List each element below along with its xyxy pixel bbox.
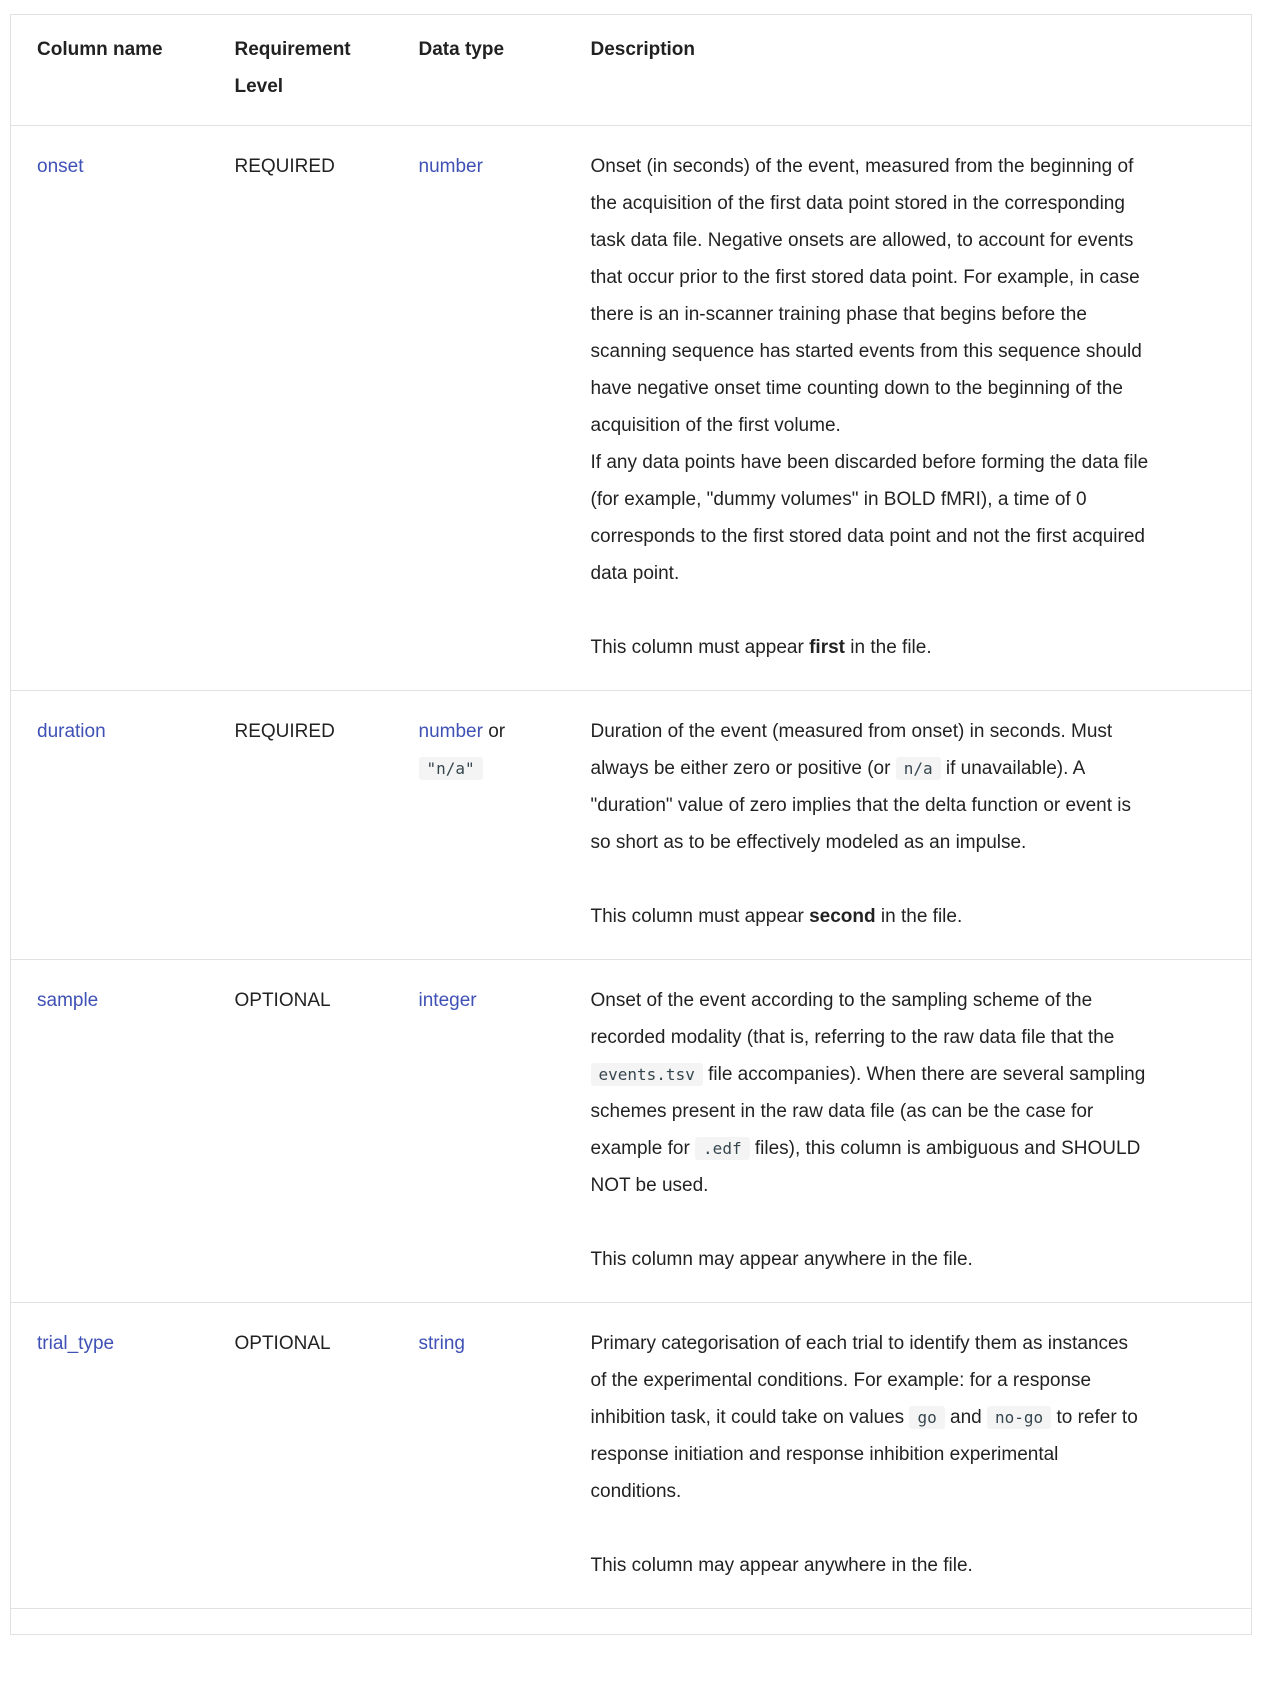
requirement-level-label: OPTIONAL <box>234 990 331 1011</box>
requirement-level-label: REQUIRED <box>234 156 335 177</box>
text-run: file accompanies). When there are several sampling schemes present in the raw data file (as can be the case for example for <box>590 1064 1146 1159</box>
requirement-cell <box>209 960 393 1303</box>
description-paragraph <box>591 713 1149 861</box>
text-run: This column may appear anywhere in the file. <box>590 1249 973 1270</box>
text-run: Primary categorisation of each trial to identify them as instances of the experimental conditions. For example: for a response inhibition task, it could take on values <box>590 1333 1129 1428</box>
datatype-cell <box>393 691 565 960</box>
inline-code: no-go <box>987 1406 1051 1429</box>
description-paragraph <box>591 629 1149 666</box>
description-paragraph <box>591 898 1149 935</box>
datatype-cell <box>393 126 565 691</box>
column-name-link[interactable]: trial_type <box>37 1333 115 1354</box>
column-name-link[interactable]: sample <box>37 990 99 1011</box>
datatype-link[interactable]: number <box>418 721 483 742</box>
requirement-cell <box>209 126 393 691</box>
description-text <box>591 982 1149 1278</box>
inline-code: n/a <box>896 757 941 780</box>
requirement-cell <box>209 1303 393 1609</box>
bold-emphasis: first <box>809 637 845 658</box>
inline-code: events.tsv <box>591 1063 703 1086</box>
inline-code: .edf <box>695 1137 750 1160</box>
column-name-link[interactable]: onset <box>37 156 84 177</box>
table-header <box>11 15 1252 126</box>
column-header-column-name: Column name <box>11 15 209 126</box>
text-run: if unavailable). A "duration" value of zero implies that the delta function or event is so short as to be effectively modeled as an impulse. <box>590 758 1132 853</box>
text-run: in the file. <box>875 906 963 927</box>
column-header-requirement-level: Requirement Level <box>209 15 393 126</box>
datatype-link[interactable]: integer <box>418 990 477 1011</box>
column-name-link[interactable]: duration <box>37 721 106 742</box>
header-row <box>11 15 1252 126</box>
next-row-partial <box>11 1609 1252 1635</box>
description-cell <box>565 126 1252 691</box>
column-name-cell <box>11 691 209 960</box>
description-text <box>591 1325 1149 1584</box>
description-paragraph <box>591 1547 1149 1584</box>
description-paragraph <box>591 148 1149 592</box>
datatype-link[interactable]: number <box>418 156 483 177</box>
requirement-level-label: OPTIONAL <box>234 1333 331 1354</box>
text-run: Onset (in seconds) of the event, measured from the beginning of the acquisition of the first data point stored in the corresponding task data file. Negative onsets are allowed, to account for events that occur prior to the first stored data point. For example, in case there is an in-scanner training phase that begins before the scanning sequence has started events from this sequence should have negative onset time counting down to the beginning of the acquisition of the first volume. <box>590 156 1142 436</box>
text-run: to refer to response initiation and response inhibition experimental conditions. <box>590 1407 1138 1502</box>
text-run: If any data points have been discarded before forming the data file (for example, "dummy volumes" in BOLD fMRI), a time of 0 corresponds to the first stored data point and not the first acquired data point. <box>590 452 1149 584</box>
inline-code: go <box>909 1406 944 1429</box>
description-paragraph <box>591 1241 1149 1278</box>
description-text <box>591 713 1149 935</box>
column-name-cell <box>11 960 209 1303</box>
text-run: Duration of the event (measured from onset) in seconds. Must always be either zero or positive (or <box>590 721 1113 779</box>
table-row-trial_type <box>11 1303 1252 1609</box>
text-run: or <box>482 721 506 742</box>
column-spec-table <box>10 14 1252 1635</box>
requirement-cell <box>209 691 393 960</box>
next-row-partial-cell <box>11 1609 1252 1635</box>
table-body <box>11 126 1252 1635</box>
table-row-duration <box>11 691 1252 960</box>
inline-code: "n/a" <box>419 757 483 780</box>
column-header-data-type: Data type <box>393 15 565 126</box>
text-run: This column may appear anywhere in the file. <box>590 1555 973 1576</box>
datatype-cell <box>393 1303 565 1609</box>
table-row-onset <box>11 126 1252 691</box>
description-cell <box>565 691 1252 960</box>
text-run: and <box>944 1407 987 1428</box>
text-run: in the file. <box>845 637 932 658</box>
datatype-cell <box>393 960 565 1303</box>
text-run: This column must appear <box>590 906 810 927</box>
text-run: Onset of the event according to the sampling scheme of the recorded modality (that is, referring to the raw data file that the <box>590 990 1115 1048</box>
column-header-description: Description <box>565 15 1252 126</box>
text-run: This column must appear <box>590 637 810 658</box>
column-name-cell <box>11 1303 209 1609</box>
text-run: files), this column is ambiguous and SHOULD NOT be used. <box>590 1138 1141 1196</box>
description-paragraph <box>591 982 1149 1204</box>
description-paragraph <box>591 1325 1149 1510</box>
bold-emphasis: second <box>809 906 876 927</box>
description-cell <box>565 1303 1252 1609</box>
table-row-sample <box>11 960 1252 1303</box>
description-text <box>591 148 1149 666</box>
requirement-level-label: REQUIRED <box>234 721 335 742</box>
column-name-cell <box>11 126 209 691</box>
datatype-link[interactable]: string <box>418 1333 465 1354</box>
description-cell <box>565 960 1252 1303</box>
